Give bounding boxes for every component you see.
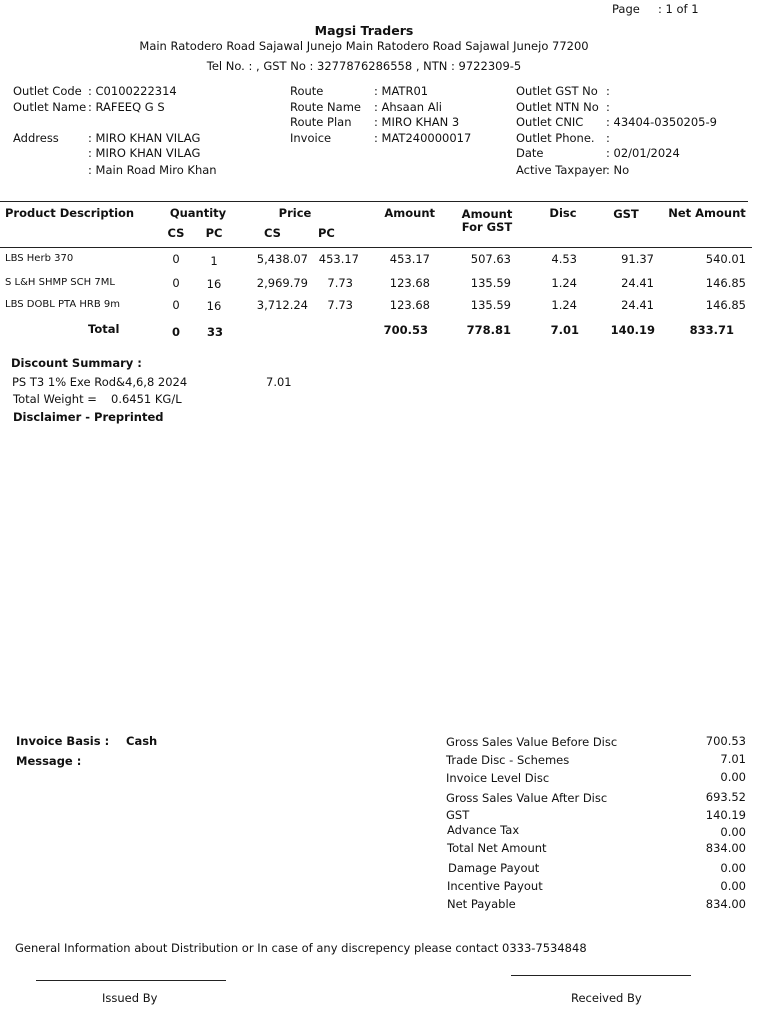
total-weight-value: 0.6451 KG/L [111, 392, 182, 406]
cell-net: 540.01 [705, 252, 746, 266]
col-quantity-header: Quantity [169, 206, 227, 220]
summary-value: 0.00 [720, 861, 746, 875]
cell-pc: 16 [206, 277, 222, 291]
summary-value: 140.19 [705, 808, 746, 822]
cell-product: S L&H SHMP SCH 7ML [5, 277, 115, 288]
received-by-signature-line [511, 975, 691, 976]
cell-amount: 123.68 [389, 276, 430, 290]
outlet-code: : C0100222314 [88, 84, 177, 98]
route-label: Route [290, 84, 324, 98]
cell-price-cs: 5,438.07 [256, 252, 308, 266]
cell-gst: 24.41 [621, 276, 654, 290]
summary-label: Advance Tax [447, 823, 520, 837]
route-plan-label: Route Plan [290, 115, 352, 129]
summary-value: 0.00 [720, 825, 746, 839]
general-info: General Information about Distribution or In case of any discrepency please contact 0333-7534848 [15, 941, 587, 955]
cell-gst: 91.37 [621, 252, 654, 266]
outlet-cnic-label: Outlet CNIC [516, 115, 584, 129]
summary-label: Gross Sales Value Before Disc [446, 735, 618, 749]
outlet-address-line: : MIRO KHAN VILAG [88, 131, 201, 145]
col-amount-gst-header: Amount [461, 207, 513, 221]
total-amount: 700.53 [383, 323, 428, 337]
outlet-address-line: : Main Road Miro Khan [88, 163, 217, 177]
cell-net: 146.85 [705, 276, 746, 290]
total-amount-gst: 778.81 [466, 323, 511, 337]
invoice-date: : 02/01/2024 [606, 146, 680, 160]
outlet-address-line: : MIRO KHAN VILAG [88, 146, 201, 160]
received-by-label: Received By [571, 991, 642, 1005]
outlet-cnic: : 43404-0350205-9 [606, 115, 717, 129]
discount-scheme-value: 7.01 [266, 375, 292, 389]
page-number: : 1 of 1 [658, 2, 699, 16]
invoice-basis-label: Invoice Basis : [16, 734, 110, 748]
cell-price-pc: 7.73 [327, 298, 353, 312]
cell-amount-gst: 507.63 [470, 252, 511, 266]
summary-label: GST [446, 808, 470, 822]
outlet-phone: : [606, 131, 610, 145]
col-price-header: Price [278, 206, 312, 220]
cell-disc: 1.24 [551, 276, 577, 290]
taxpayer-label: Active Taxpayer [516, 163, 608, 177]
invoice-basis-value: Cash [126, 734, 158, 748]
summary-label: Damage Payout [448, 861, 540, 875]
cell-pc: 1 [210, 254, 218, 268]
col-amount-gst-header-2: For GST [461, 220, 513, 234]
message-label: Message : [16, 754, 82, 768]
summary-value: 700.53 [705, 734, 746, 748]
table-header-rule [0, 247, 752, 248]
cell-amount-gst: 135.59 [470, 276, 511, 290]
discount-scheme: PS T3 1% Exe Rod&4,6,8 2024 [12, 375, 188, 389]
invoice-label: Invoice [290, 131, 332, 145]
cell-price-cs: 2,969.79 [256, 276, 308, 290]
outlet-code-label: Outlet Code [13, 84, 82, 98]
company-name: Magsi Traders [314, 23, 414, 38]
outlet-address-label: Address [13, 131, 59, 145]
col-product-header: Product Description [5, 206, 135, 220]
cell-amount: 453.17 [389, 252, 430, 266]
col-gst-header: GST [613, 207, 639, 221]
cell-product: LBS Herb 370 [5, 253, 74, 264]
cell-price-pc: 453.17 [318, 252, 359, 266]
total-gst: 140.19 [610, 323, 655, 337]
col-qty-cs-header: CS [167, 226, 185, 240]
summary-label: Incentive Payout [447, 879, 543, 893]
col-price-cs-header: CS [264, 226, 281, 240]
col-amount-header: Amount [384, 206, 435, 220]
page-label: Page [612, 2, 640, 16]
invoice-number: : MAT240000017 [374, 131, 472, 145]
summary-label: Gross Sales Value After Disc [446, 791, 608, 805]
cell-amount: 123.68 [389, 298, 430, 312]
company-address: Main Ratodero Road Sajawal Junejo Main Ratodero Road Sajawal Junejo 77200 [139, 39, 589, 53]
summary-label: Net Payable [447, 897, 516, 911]
col-net-amount-header: Net Amount [668, 206, 746, 220]
summary-label: Total Net Amount [447, 841, 547, 855]
issued-by-signature-line [36, 980, 226, 981]
company-contact: Tel No. : , GST No : 3277876286558 , NTN : 9722309-5 [206, 59, 522, 73]
outlet-gst-label: Outlet GST No [516, 84, 598, 98]
summary-value: 693.52 [705, 790, 746, 804]
cell-gst: 24.41 [621, 298, 654, 312]
cell-product: LBS DOBL PTA HRB 9m [5, 299, 120, 310]
total-weight-label: Total Weight = [13, 392, 97, 406]
summary-value: 0.00 [720, 879, 746, 893]
cell-disc: 4.53 [551, 252, 577, 266]
issued-by-label: Issued By [102, 991, 158, 1005]
total-label: Total [88, 322, 120, 336]
summary-label: Invoice Level Disc [446, 771, 550, 785]
date-label: Date [516, 146, 544, 160]
cell-cs: 0 [172, 276, 180, 290]
outlet-ntn-label: Outlet NTN No [516, 100, 599, 114]
summary-label: Trade Disc - Schemes [446, 753, 570, 767]
col-qty-pc-header: PC [205, 226, 223, 240]
table-top-rule [0, 201, 748, 202]
cell-net: 146.85 [705, 298, 746, 312]
cell-price-cs: 3,712.24 [256, 298, 308, 312]
cell-cs: 0 [172, 252, 180, 266]
discount-summary-title: Discount Summary : [11, 356, 142, 370]
total-disc: 7.01 [550, 323, 579, 337]
cell-cs: 0 [172, 298, 180, 312]
route-plan: : MIRO KHAN 3 [374, 115, 460, 129]
total-pc: 33 [206, 325, 223, 339]
cell-price-pc: 7.73 [327, 276, 353, 290]
route-name: : Ahsaan Ali [374, 100, 442, 114]
route-value: : MATR01 [374, 84, 429, 98]
total-cs: 0 [171, 325, 180, 339]
col-disc-header: Disc [549, 206, 577, 220]
outlet-ntn: : [606, 100, 610, 114]
outlet-gst: : [606, 84, 610, 98]
cell-amount-gst: 135.59 [470, 298, 511, 312]
outlet-phone-label: Outlet Phone. [516, 131, 595, 145]
summary-value: 834.00 [705, 897, 746, 911]
taxpayer-status: : No [606, 163, 630, 177]
summary-value: 7.01 [720, 752, 746, 766]
disclaimer: Disclaimer - Preprinted [13, 410, 164, 424]
outlet-name: : RAFEEQ G S [88, 100, 165, 114]
summary-value: 0.00 [720, 770, 746, 784]
cell-pc: 16 [206, 299, 222, 313]
cell-disc: 1.24 [551, 298, 577, 312]
outlet-name-label: Outlet Name [13, 100, 87, 114]
col-price-pc-header: PC [318, 226, 335, 240]
route-name-label: Route Name [290, 100, 361, 114]
summary-value: 834.00 [705, 841, 746, 855]
total-net: 833.71 [689, 323, 734, 337]
